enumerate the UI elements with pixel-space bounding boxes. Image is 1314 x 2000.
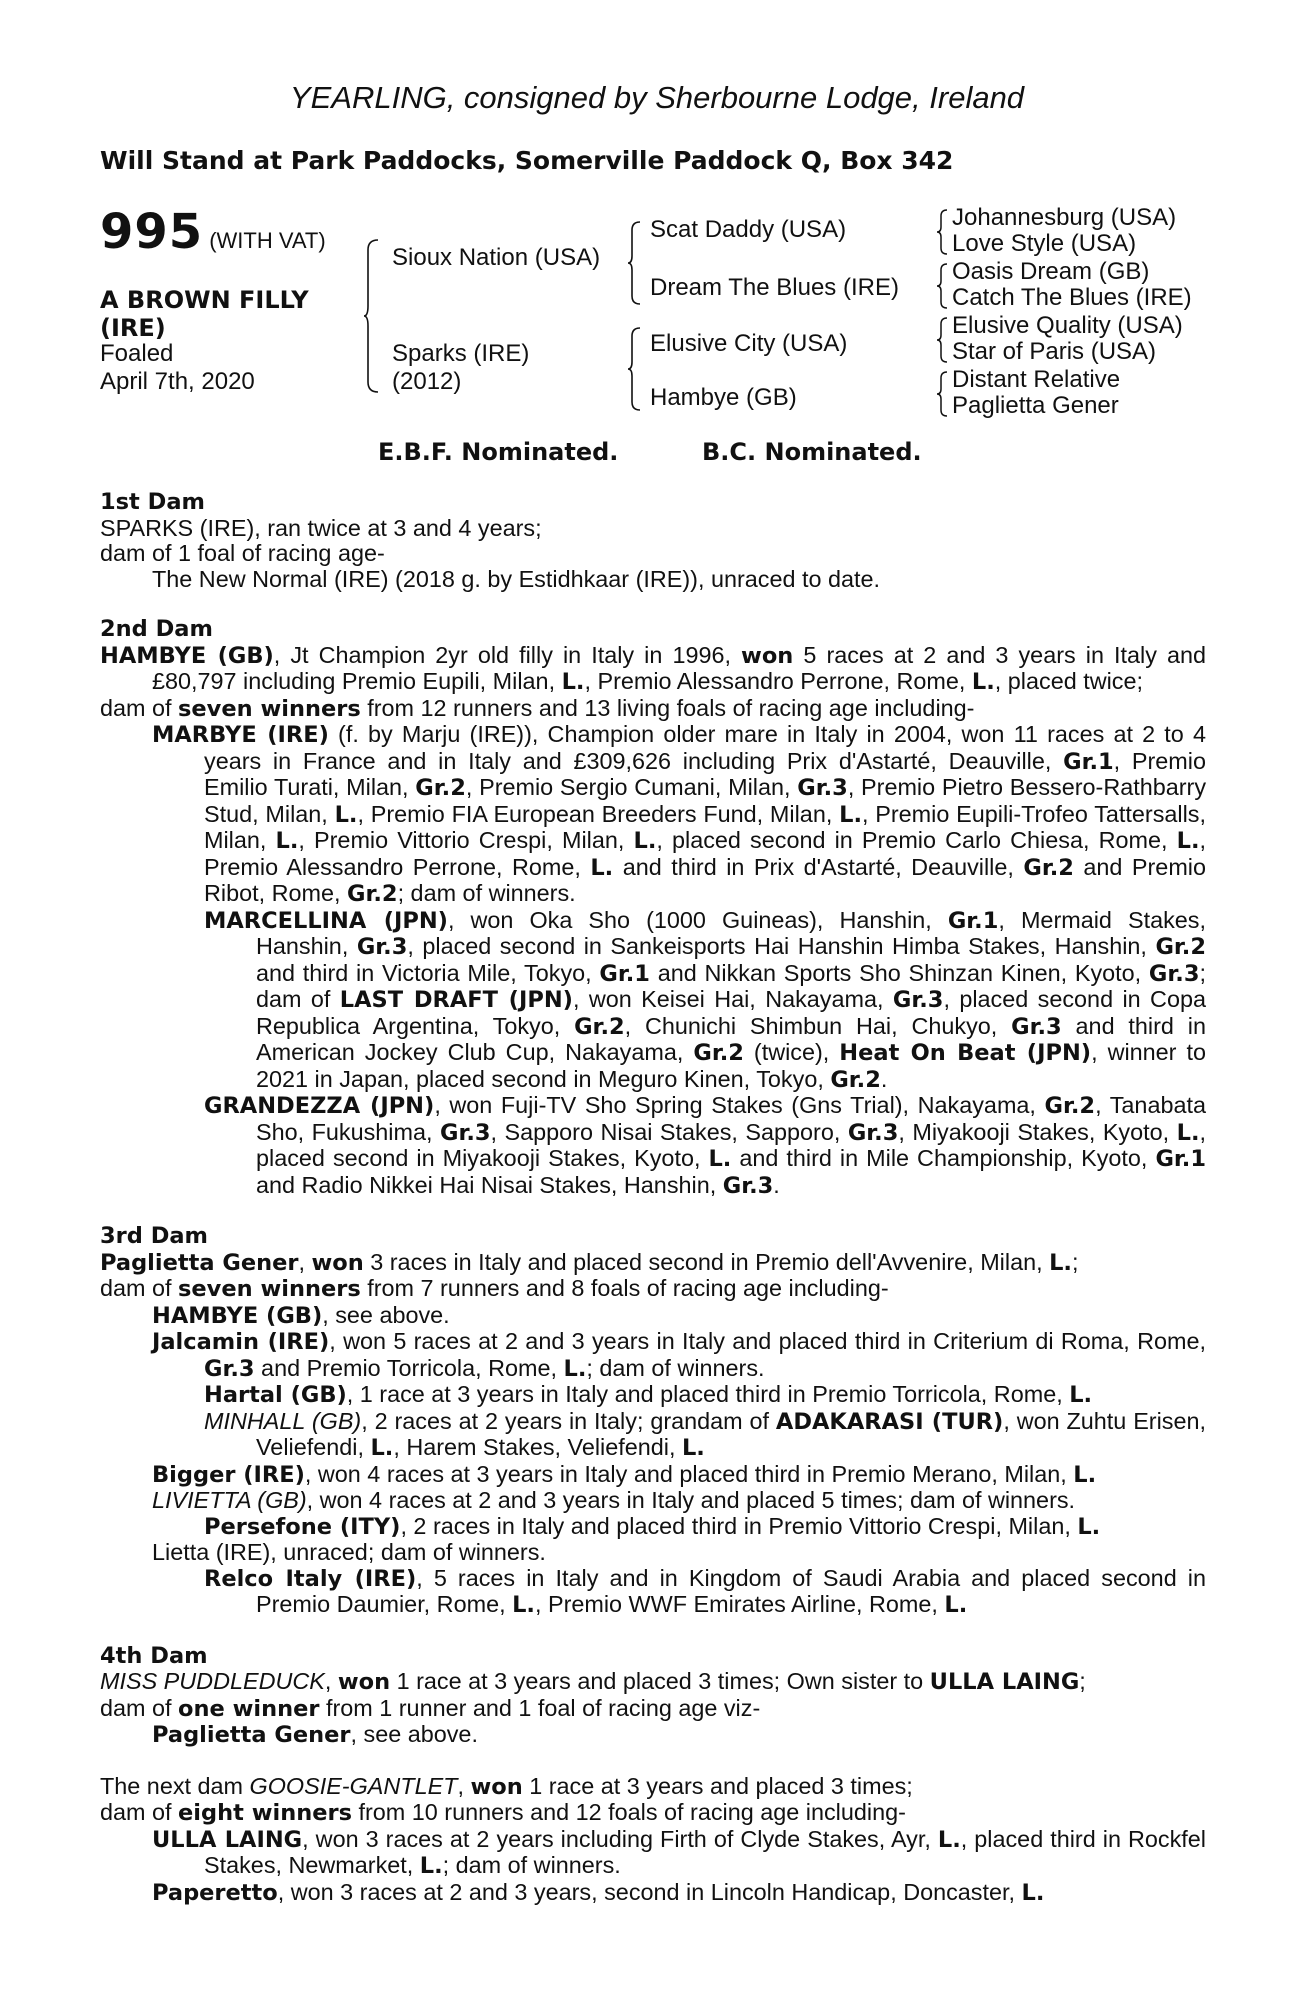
- pedigree-sire-sire: Scat Daddy (USA): [650, 216, 847, 243]
- section-title-4th-dam: 4th Dam: [100, 1642, 208, 1669]
- dam3-minhall-entry: MINHALL (GB), 2 races at 2 years in Italy; grandam of ADAKARASI (TUR), won Zuhtu Erisen, Veliefendi, L., Harem Stakes, Veliefendi, L.: [204, 1407, 1206, 1461]
- dam3-lietta-entry: Lietta (IRE), unraced; dam of winners.: [152, 1539, 546, 1565]
- dam3-bigger-entry: Bigger (IRE), won 4 races at 3 years in Italy and placed third in Premio Merano, Milan, L.: [152, 1460, 1097, 1488]
- horse-name: Hartal (GB): [204, 1382, 347, 1408]
- dam3-hartal-entry: Hartal (GB), 1 race at 3 years in Italy and placed third in Premio Torricola, Rome, L.: [204, 1381, 1093, 1408]
- pedigree-g6: Star of Paris (USA): [952, 338, 1157, 365]
- bc-nominated: B.C. Nominated.: [702, 438, 922, 466]
- dam2-marcellina-entry: MARCELLINA (JPN), won Oka Sho (1000 Guineas), Hanshin, Gr.1, Mermaid Stakes, Hanshin, Gr.3, placed second in Sankeisports Hai Hanshin Himba Stakes, Hanshin, Gr.2 and third in Victoria Mile, Tokyo, Gr.1 and Nikkan Sports Sho Shinzan Kinen, Kyoto, Gr.3; dam of LAST DRAFT (JPN), won Keisei Hai, Nakayama, Gr.3, placed second in Copa Republica Argentina, Tokyo, Gr.2, Chunichi Shimbun Hai, Chukyo, Gr.3 and third in American Jockey Club Cup, Nakayama, Gr.2 (twice), Heat On Beat (JPN), winner to 2021 in Japan, placed second in Meguro Kinen, Tokyo, Gr.2.: [204, 906, 1206, 1093]
- dam1-foal: The New Normal (IRE) (2018 g. by Estidhkaar (IRE)), unraced to date.: [152, 565, 880, 592]
- horse-name: Jalcamin (IRE): [152, 1329, 330, 1355]
- section-title-3rd-dam: 3rd Dam: [100, 1223, 208, 1249]
- dam1-line2: dam of 1 foal of racing age-: [100, 540, 385, 566]
- lot-number: 995: [100, 204, 204, 260]
- pedigree-dam-dam: Hambye (GB): [650, 384, 797, 411]
- dam3-persefone-entry: Persefone (ITY), 2 races in Italy and placed third in Premio Vittorio Crespi, Milan, L.: [204, 1512, 1101, 1540]
- dam1-line1: SPARKS (IRE), ran twice at 3 and 4 years;: [100, 514, 542, 541]
- pedigree-g5: Elusive Quality (USA): [952, 312, 1183, 339]
- lot-vat: (WITH VAT): [209, 228, 326, 253]
- section-title-1st-dam: 1st Dam: [100, 489, 205, 515]
- pedigree-g3: Oasis Dream (GB): [952, 258, 1150, 285]
- section-title-2nd-dam: 2nd Dam: [100, 616, 213, 642]
- horse-name: Paglietta Gener: [100, 1249, 299, 1276]
- dam4-miss-puddleduck-entry: MISS PUDDLEDUCK, won 1 race at 3 years and placed 3 times; Own sister to ULLA LAING;: [100, 1668, 1086, 1695]
- pedigree-g7: Distant Relative: [952, 366, 1121, 393]
- horse-name: MISS PUDDLEDUCK: [100, 1668, 325, 1694]
- pedigree-g2-brace: [936, 262, 948, 310]
- pedigree-sire-dam: Dream The Blues (IRE): [650, 274, 899, 301]
- horse-name: HAMBYE (GB): [152, 1302, 323, 1329]
- dam2-produce-summary: dam of seven winners from 12 runners and 13 living foals of racing age including-: [100, 694, 975, 722]
- horse-name: ULLA LAING: [152, 1826, 303, 1853]
- lot-block: [100, 204, 326, 260]
- dam3-livietta-entry: LIVIETTA (GB), won 4 races at 2 and 3 years in Italy and placed 5 times; dam of winners.: [152, 1487, 1076, 1513]
- dam2-grandezza-entry: GRANDEZZA (JPN), won Fuji-TV Sho Spring Stakes (Gns Trial), Nakayama, Gr.2, Tanabata Sho, Fukushima, Gr.3, Sapporo Nisai Stakes, Sapporo, Gr.3, Miyakooji Stakes, Kyoto, L., placed second in Miyakooji Stakes, Kyoto, L. and third in Mile Championship, Kyoto, Gr.1 and Radio Nikkei Hai Nisai Stakes, Hanshin, Gr.3.: [204, 1092, 1206, 1199]
- dam4-produce-summary: dam of one winner from 1 runner and 1 foal of racing age viz-: [100, 1694, 761, 1722]
- pedigree-dam-sire: Elusive City (USA): [650, 330, 848, 357]
- pedigree-g2: Love Style (USA): [952, 230, 1137, 257]
- dam3-jalcamin-entry: Jalcamin (IRE), won 5 races at 2 and 3 years in Italy and placed third in Criterium di Roma, Rome, Gr.3 and Premio Torricola, Rome, L.; dam of winners.: [152, 1328, 1206, 1382]
- won-label: won: [741, 642, 794, 669]
- horse-name: Bigger (IRE): [152, 1461, 305, 1488]
- foaled-label: Foaled: [100, 340, 174, 367]
- horse-name: MARBYE (IRE): [152, 722, 329, 748]
- horse-description: [100, 286, 350, 342]
- dam3-produce-summary: dam of seven winners from 7 runners and 8 foals of racing age including-: [100, 1275, 889, 1302]
- foaled-date: April 7th, 2020: [100, 368, 255, 395]
- next-dam-entry: The next dam GOOSIE-GANTLET, won 1 race at 3 years and placed 3 times;: [100, 1772, 913, 1800]
- pedigree-g1: Johannesburg (USA): [952, 204, 1177, 231]
- pedigree-g8: Paglietta Gener: [952, 392, 1119, 419]
- pedigree-notes: [100, 490, 1206, 1906]
- next-dam-produce-summary: dam of eight winners from 10 runners and 12 foals of racing age including-: [100, 1799, 906, 1826]
- dam3-relco-entry: Relco Italy (IRE), 5 races in Italy and in Kingdom of Saudi Arabia and placed second in Premio Daumier, Rome, L., Premio WWF Emirates Airline, Rome, L.: [204, 1564, 1206, 1618]
- dam4-paglietta-entry: Paglietta Gener, see above.: [152, 1721, 478, 1748]
- pedigree-dam-line2: (2012): [392, 368, 462, 395]
- horse-description-line2: (IRE): [100, 314, 166, 342]
- dam3-hambye-entry: HAMBYE (GB), see above.: [152, 1301, 450, 1329]
- pedigree-g4-brace: [936, 370, 948, 418]
- pedigree-sire-brace: [628, 220, 642, 306]
- page-header: YEARLING, consigned by Sherbourne Lodge, Ireland: [289, 80, 1025, 115]
- horse-name: Relco Italy (IRE): [204, 1565, 417, 1592]
- next-dam-ulla-entry: ULLA LAING, won 3 races at 2 years including Firth of Clyde Stakes, Ayr, L., placed third in Rockfel Stakes, Newmarket, L.; dam of winners.: [152, 1825, 1206, 1879]
- dam3-paglietta-entry: Paglietta Gener, won 3 races in Italy and placed second in Premio dell'Avvenire, Milan, L.;: [100, 1248, 1079, 1276]
- horse-name: MINHALL (GB): [204, 1407, 362, 1434]
- horse-name: Paglietta Gener: [152, 1722, 351, 1748]
- horse-name: HAMBYE (GB): [100, 642, 274, 669]
- horse-description-line1: A BROWN FILLY: [100, 286, 309, 314]
- horse-name: GOOSIE-GANTLET: [249, 1772, 458, 1799]
- ebf-nominated: E.B.F. Nominated.: [378, 438, 619, 466]
- foaled-block: [100, 340, 255, 396]
- horse-name: Paperetto: [152, 1879, 278, 1906]
- pedigree-dam-line1: Sparks (IRE): [392, 340, 530, 367]
- next-dam-paperetto-entry: Paperetto, won 3 races at 2 and 3 years, second in Lincoln Handicap, Doncaster, L.: [152, 1878, 1045, 1906]
- pedigree-g4: Catch The Blues (IRE): [952, 284, 1192, 311]
- pedigree-g3-brace: [936, 316, 948, 364]
- pedigree-sire: Sioux Nation (USA): [392, 244, 601, 271]
- horse-name: MARCELLINA (JPN): [204, 907, 448, 934]
- pedigree-g1-brace: [936, 208, 948, 256]
- dam2-hambye-entry: HAMBYE (GB), Jt Champion 2yr old filly in Italy in 1996, won 5 races at 2 and 3 years in Italy and £80,797 including Premio Eupili, Milan, L., Premio Alessandro Perrone, Rome, L., placed twice;: [100, 641, 1206, 695]
- dam2-marbye-entry: MARBYE (IRE) (f. by Marju (IRE)), Champion older mare in Italy in 2004, won 11 races at 2 to 4 years in France and in Italy and £309,626 including Prix d'Astarté, Deauville, Gr.1, Premio Emilio Turati, Milan, Gr.2, Premio Sergio Cumani, Milan, Gr.3, Premio Pietro Bessero-Rathbarry Stud, Milan, L., Premio FIA European Breeders Fund, Milan, L., Premio Eupili-Trofeo Tattersalls, Milan, L., Premio Vittorio Crespi, Milan, L., placed second in Premio Carlo Chiesa, Rome, L., Premio Alessandro Perrone, Rome, L. and third in Prix d'Astarté, Deauville, Gr.2 and Premio Ribot, Rome, Gr.2; dam of winners.: [152, 721, 1207, 907]
- pedigree-dam-brace: [628, 326, 642, 412]
- pedigree-main-brace: [364, 238, 380, 394]
- horse-name: LIVIETTA (GB): [152, 1487, 307, 1513]
- horse-name: Persefone (ITY): [204, 1513, 401, 1540]
- stand-location: Will Stand at Park Paddocks, Somerville Paddock Q, Box 342: [100, 146, 954, 175]
- horse-name: GRANDEZZA (JPN): [204, 1093, 435, 1119]
